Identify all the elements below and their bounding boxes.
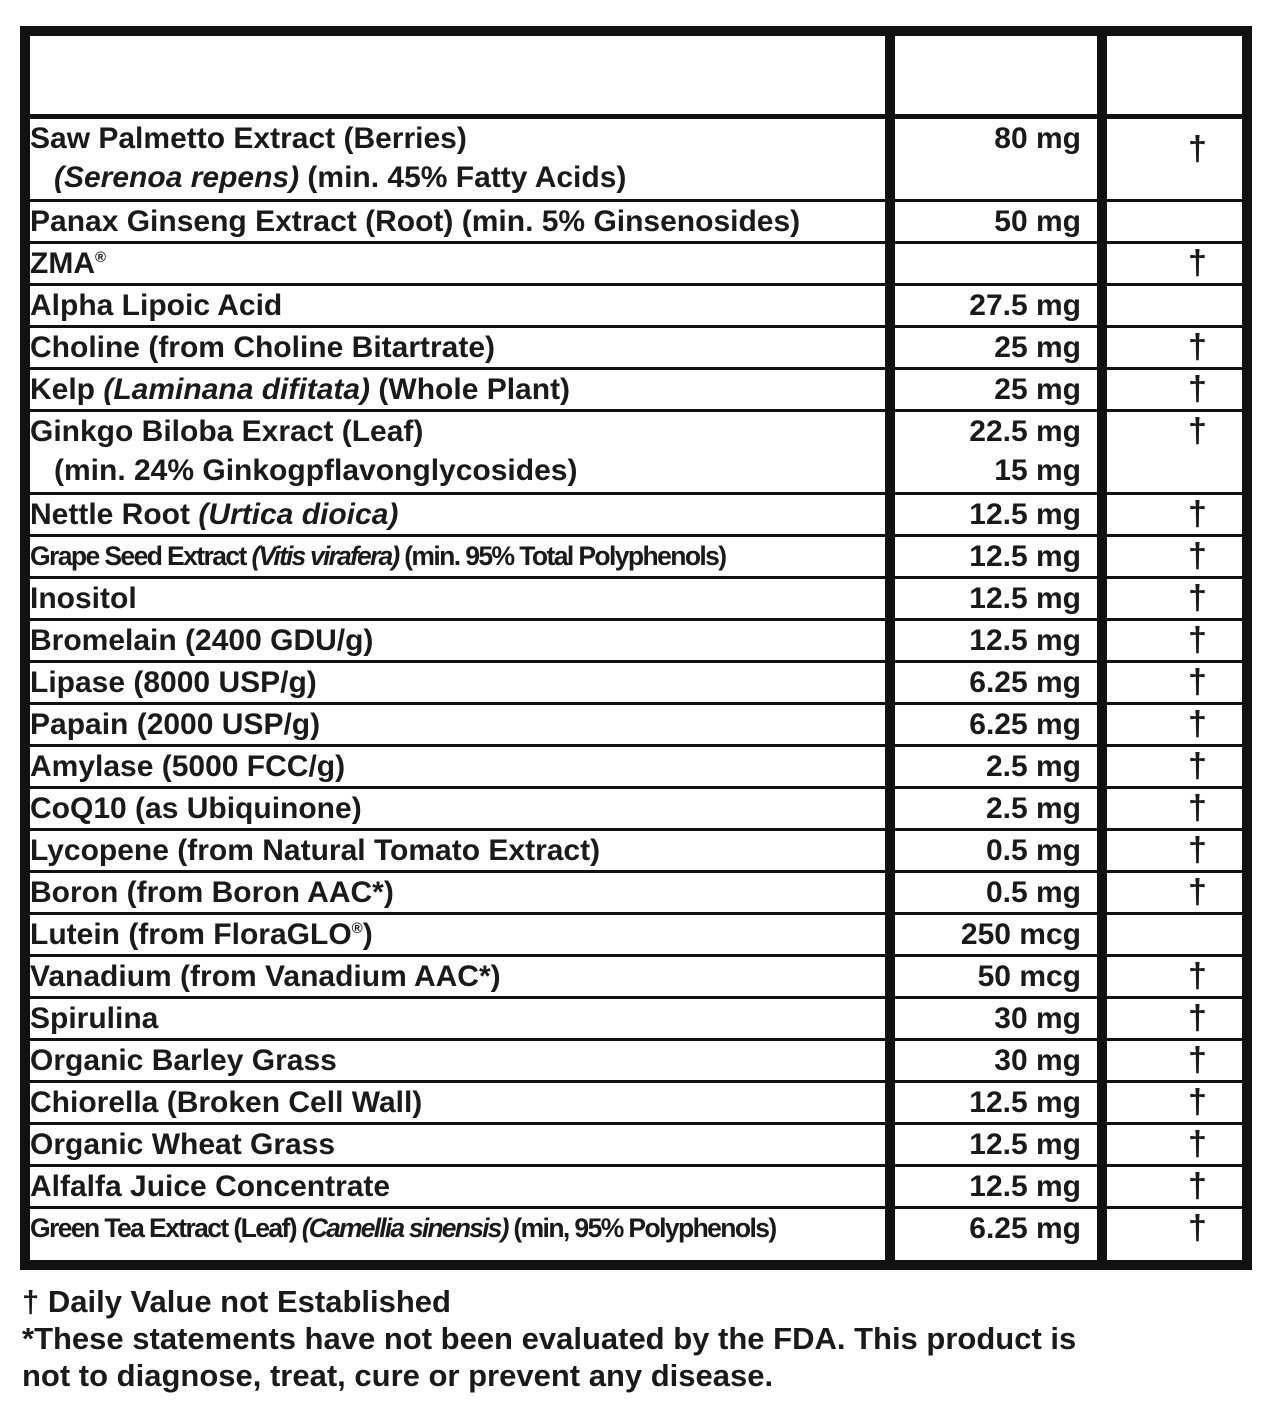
ingredient-amount: 12.5 mg (895, 578, 1097, 620)
table-row (30, 243, 1242, 285)
daily-value-dagger: † (1107, 494, 1242, 536)
ingredient-name: Papain (2000 USP/g) (30, 704, 885, 746)
table-row (30, 494, 1242, 536)
ingredient-name: Lycopene (from Natural Tomato Extract) (30, 830, 885, 872)
ingredient-amount: 12.5 mg (895, 536, 1097, 578)
ingredient-amount: 25 mg (895, 369, 1097, 411)
daily-value-dagger: † (1107, 119, 1242, 201)
ingredient-name: Green Tea Extract (Leaf) (Camellia sinensis) (min, 95% Polyphenols) (30, 1213, 776, 1243)
table-row (30, 578, 1242, 620)
ingredient-amount: 30 mg (895, 1040, 1097, 1082)
table-row (30, 788, 1242, 830)
ingredient-name: Kelp (Laminana difitata) (Whole Plant) (30, 369, 885, 411)
ingredient-name: Panax Ginseng Extract (Root) (min. 5% Ginsenosides) (30, 201, 885, 243)
ingredient-amount (895, 243, 1097, 285)
daily-value-dagger: † (1107, 536, 1242, 578)
daily-value-dagger: † (1107, 1082, 1242, 1124)
ingredient-name: Choline (from Choline Bitartrate) (30, 327, 885, 369)
ingredient-amount: 2.5 mg (895, 788, 1097, 830)
daily-value-dagger (1107, 201, 1242, 243)
daily-value-dagger: † (1107, 327, 1242, 369)
ingredient-amount: 22.5 mg 15 mg (895, 411, 1097, 494)
daily-value-dagger: † (1107, 956, 1242, 998)
ingredient-amount: 6.25 mg (895, 704, 1097, 746)
table-row (30, 1166, 1242, 1208)
footnote-daily-value: † Daily Value not Established (22, 1284, 451, 1319)
ingredient-amount: 50 mg (895, 201, 1097, 243)
ingredient-amount: 50 mcg (895, 956, 1097, 998)
table-row (30, 1124, 1242, 1166)
footnote-fda-disclaimer-cont: not to diagnose, treat, cure or prevent any disease. (22, 1358, 774, 1393)
table-row (30, 956, 1242, 998)
ingredient-amount: 12.5 mg (895, 1166, 1097, 1208)
ingredient-name: Lipase (8000 USP/g) (30, 662, 885, 704)
daily-value-dagger: † (1107, 578, 1242, 620)
ingredient-amount: 80 mg (895, 119, 1097, 201)
table-row (30, 704, 1242, 746)
daily-value-dagger: † (1107, 369, 1242, 411)
ingredient-amount: 12.5 mg (895, 620, 1097, 662)
ingredient-name: Vanadium (from Vanadium AAC*) (30, 956, 885, 998)
supplement-facts-panel (20, 26, 1252, 1270)
ingredient-name: Lutein (from FloraGLO®) (30, 914, 885, 956)
daily-value-dagger: † (1107, 243, 1242, 285)
table-row (30, 1208, 1242, 1249)
ingredient-amount: 12.5 mg (895, 494, 1097, 536)
table-row (30, 327, 1242, 369)
daily-value-dagger: † (1107, 704, 1242, 746)
table-row (30, 746, 1242, 788)
ingredient-name: Alfalfa Juice Concentrate (30, 1166, 885, 1208)
daily-value-dagger: † (1107, 788, 1242, 830)
ingredient-amount: 12.5 mg (895, 1082, 1097, 1124)
ingredient-name: CoQ10 (as Ubiquinone) (30, 788, 885, 830)
table-row (30, 411, 1242, 494)
ingredient-name: Spirulina (30, 998, 885, 1040)
ingredient-name: Organic Wheat Grass (30, 1124, 885, 1166)
daily-value-dagger (1107, 914, 1242, 956)
ingredient-name: Bromelain (2400 GDU/g) (30, 620, 885, 662)
footnotes (22, 1283, 1280, 1394)
ingredient-amount: 6.25 mg (969, 1212, 1081, 1245)
table-row (30, 662, 1242, 704)
table-row (30, 620, 1242, 662)
ingredient-name: Chiorella (Broken Cell Wall) (30, 1082, 885, 1124)
ingredient-amount: 0.5 mg (895, 830, 1097, 872)
footnote-fda-disclaimer: *These statements have not been evaluated by the FDA. This product is (22, 1321, 1077, 1356)
ingredient-name: ZMA® (30, 243, 885, 285)
table-row (30, 1040, 1242, 1082)
table-row (30, 914, 1242, 956)
daily-value-dagger (1107, 285, 1242, 327)
ingredient-name: Ginkgo Biloba Exract (Leaf) (min. 24% Ginkogpflavonglycosides) (30, 411, 885, 494)
ingredient-amount: 30 mg (895, 998, 1097, 1040)
ingredients-table (30, 119, 1242, 1248)
ingredient-name: Organic Barley Grass (30, 1040, 885, 1082)
ingredient-amount: 0.5 mg (895, 872, 1097, 914)
table-row (30, 1082, 1242, 1124)
daily-value-dagger: † (1107, 1124, 1242, 1166)
daily-value-dagger: † (1107, 411, 1242, 494)
ingredient-name: Amylase (5000 FCC/g) (30, 746, 885, 788)
ingredient-name: Nettle Root (Urtica dioica) (30, 494, 885, 536)
table-row (30, 369, 1242, 411)
ingredient-name: Inositol (30, 578, 885, 620)
table-row (30, 119, 1242, 201)
table-header-row (30, 36, 1242, 119)
table-row (30, 536, 1242, 578)
daily-value-dagger: † (1107, 830, 1242, 872)
ingredient-name: Grape Seed Extract (Vitis virafera) (min. 95% Total Polyphenols) (30, 536, 885, 578)
daily-value-dagger: † (1107, 746, 1242, 788)
daily-value-dagger: † (1107, 620, 1242, 662)
daily-value-dagger: † (1107, 1040, 1242, 1082)
table-row (30, 830, 1242, 872)
ingredient-amount: 250 mcg (895, 914, 1097, 956)
ingredient-amount: 27.5 mg (895, 285, 1097, 327)
daily-value-dagger: † (1107, 1166, 1242, 1208)
daily-value-dagger: † (1107, 662, 1242, 704)
table-row (30, 285, 1242, 327)
ingredient-amount: 12.5 mg (895, 1124, 1097, 1166)
ingredient-name: Saw Palmetto Extract (Berries) (Serenoa repens) (min. 45% Fatty Acids) (30, 119, 885, 201)
table-row (30, 998, 1242, 1040)
table-row (30, 872, 1242, 914)
table-row (30, 201, 1242, 243)
daily-value-dagger: † (1188, 1209, 1207, 1247)
daily-value-dagger: † (1107, 872, 1242, 914)
ingredient-amount: 2.5 mg (895, 746, 1097, 788)
ingredient-amount: 25 mg (895, 327, 1097, 369)
ingredient-name: Boron (from Boron AAC*) (30, 872, 885, 914)
ingredient-amount: 6.25 mg (895, 662, 1097, 704)
ingredient-name: Alpha Lipoic Acid (30, 285, 885, 327)
daily-value-dagger: † (1107, 998, 1242, 1040)
